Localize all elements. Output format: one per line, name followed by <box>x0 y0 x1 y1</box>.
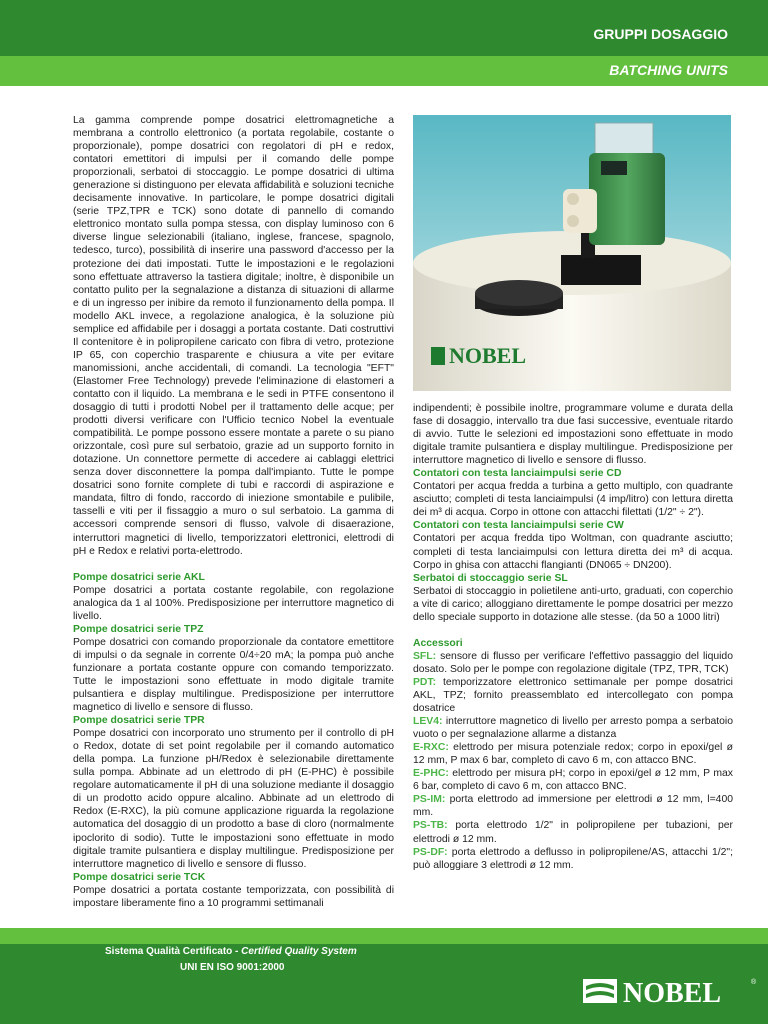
cd-text: Contatori per acqua fredda a turbina a getto multiplo, con quadrante asciutto; completi di testa lanciaimpulsi (4 imp/litro) con lettura diretta dei m³ di acqua. Corpo in ottone con attacchi filettati (1/2" ÷ 2"). <box>413 481 733 519</box>
quality-system-label <box>105 946 357 957</box>
accessory-code: LEV4: <box>413 716 443 728</box>
accessori-heading: Accessori <box>413 637 463 649</box>
footer-light-band <box>0 928 768 944</box>
accessory-item <box>413 767 733 793</box>
tck-continuation: indipendenti; è possibile inoltre, programmare volume e durata della fase di dosaggio, intervallo tra due fasi successive, eventuale ritardo di avvio. Tutte le selezioni ed impostazioni sono effettuate in modo digitale tramite pulsantiera e display multilingue. Predisposizione per interruttore magnetico di livello e sensore di flusso. <box>413 403 733 467</box>
right-column <box>413 402 733 872</box>
accessory-text: elettrodo per misura potenziale redox; corpo in epoxi/gel ø 12 mm, P max 6 bar, completo di cavo 6 m, con attacco BNC. <box>413 742 733 767</box>
nobel-logo <box>583 976 759 1006</box>
accessory-item <box>413 819 733 845</box>
cw-heading: Contatori con testa lanciaimpulsi serie CW <box>413 520 624 532</box>
tpz-heading: Pompe dosatrici serie TPZ <box>73 623 204 635</box>
accessory-item <box>413 846 733 872</box>
accessory-text: porta elettrodo a deflusso in polipropilene/AS, attacchi 1/2"; può alloggiare 3 elettrodi ø 12 mm. <box>413 846 733 871</box>
accessory-item <box>413 741 733 767</box>
tpz-text: Pompe dosatrici con comando proporzionale da contatore emettitore di impulsi o da segnale in corrente 0/4÷20 mA; la pompa può anche funzionare a portata costante oppure con comando temporizzato. Tutte le impostazioni sono effettuate in modo digitale tramite pulsantiera e display multilingue. Predisposizione per interruttore magnetico di livello e sensore di flusso. <box>73 636 394 714</box>
accessory-item <box>413 715 733 741</box>
accessory-item <box>413 650 733 676</box>
accessory-item <box>413 676 733 715</box>
quality-label-it: Sistema Qualità Certificato - <box>105 946 242 957</box>
left-column <box>73 114 394 910</box>
cd-heading: Contatori con testa lanciaimpulsi serie CD <box>413 468 622 480</box>
sl-text: Serbatoi di stoccaggio in polietilene anti-urto, graduati, con coperchio a vite di carico; alloggiano direttamente le pompe dosatrici per mezzo dello speciale supporto in dotazione alle stesse. (da 50 a 1000 litri) <box>413 585 733 623</box>
logo-text: NOBEL <box>623 978 722 1006</box>
tpr-text: Pompe dosatrici con incorporato uno strumento per il controllo di pH o Redox, dotate di set point regolabile per il comando automatico della pompa. La funzione pH/Redox è selezionabile direttamente sulla pompa. Abbinate ad un elettrodo di pH (E-PHC) è possibile regolare automaticamente il pH di una soluzione mediante il dosaggio di un prodotto acido oppure alcalino. Abbinate ad un elettrodo di Redox (E-RXC), la più comune applicazione riguarda la regolazione automatica del dosaggio di un prodotto a base di cloro (normalmente ipoclorito di sodio). Tutte le impostazioni sono effettuate in modo digitale tramite pulsantiera e display multilingue. Predisposizione per interruttore magnetico di livello e sensore di flusso. <box>73 728 394 870</box>
photo-logo-text: NOBEL <box>449 343 527 368</box>
accessory-code: PS-DF: <box>413 846 448 858</box>
dosing-pump-tank-photo <box>413 115 731 391</box>
akl-text: Pompe dosatrici a portata costante regolabile, con regolazione analogica da 1 al 100%. Predisposizione per interruttore magnetico di livello. <box>73 584 394 622</box>
logo-mark: ® <box>751 979 757 986</box>
accessory-text: temporizzatore elettronico settimanale per pompe dosatrici AKL, TPZ; fornito preassemblato ed intercollegato con pompa dosatrice <box>413 676 733 715</box>
accessory-text: elettrodo per misura pH; corpo in epoxi/gel ø 12 mm, P max 6 bar, completo di cavo 6 m, con attacco BNC. <box>413 768 733 793</box>
iso-certification: UNI EN ISO 9001:2000 <box>180 962 285 973</box>
cw-text: Contatori per acqua fredda tipo Woltman, con quadrante asciutto; completi di testa lanciaimpulsi con lettura diretta dei m³ di acqua. Corpo in ghisa con attacchi flangianti (DN065 ÷ DN200). <box>413 533 733 571</box>
page-title: GRUPPI DOSAGGIO <box>593 26 728 42</box>
accessory-text: interruttore magnetico di livello per arresto pompa a serbatoio vuoto o per segnalazione allarme a distanza <box>413 716 733 741</box>
intro-paragraph: La gamma comprende pompe dosatrici elettromagnetiche a membrana a controllo elettronico (a portata regolabile, costante o proporzionale), pompe dosatrici con regolatori di pH e redox, contatori emettitori di impulsi per il comando delle pompe proporzionali, serbatoi di stoccaggio. Le pompe dosatrici di ultima generazione si distinguono per elevata affidabilità e soluzioni tecniche decisamente innovative. In particolare, le pompe dosatrici digitali (serie TPZ,TPR e TCK) sono dotate di pannello di comando elettronico montato sulla pompa stessa, con display luminoso con 6 diverse lingue selezionabili (italiano, inglese, francese, spagnolo, tedesco, turco), possibilità di inserire una password d'accesso per la protezione dei dati impostati. Tutte le impostazioni e le regolazioni sono effettuate attraverso la tastiera digitale; inoltre, è disponibile un contatto pulito per la segnalazione a distanza di situazioni di allarme e di un ingresso per inibire da remoto il funzionamento della pompa. Il modello AKL invece, a regolazione analogica, è la soluzione più semplice ed affidabile per i dosaggi a portata costante. Dati costruttivi Il contenitore è in polipropilene caricato con fibra di vetro, protezione IP 65, con coperchio trasparente e chiusura a vite per evitare manomissioni, anche accidentali, di comandi. La tecnologia "EFT" (Elastomer Free Technology) prevede l'eliminazione di elastomeri a contatto con il liquido. La membrana e le sedi in PTFE consentono il dosaggio di tutti i prodotti Nobel per il trattamento delle acque; per prodotti diversi verificare con l'Ufficio tecnico Nobel la eventuale compatibilità. Le pompe possono essere montate a parete o su piano orizzontale, così pure sul serbatoio, grazie ad un supporto fornito in dotazione. Un connettore permette di accedere ai cablaggi elettrici senza dover disconnettere la pompa dall'impianto. Tutte le pompe dosatrici sono fornite complete di tubi e raccordi di aspirazione e mandata, filtro di fondo, raccordo di iniezione smontabile e pulibile, tasselli e viti per il fissaggio a muro o sul serbatoio. La gamma di accessori comprende sensori di flusso, valvole di disaerazione, interruttori magnetici di livello, temporizzatori elettronici, elettrodi di pH e Redox e relativi porta-elettrodo. <box>73 115 394 557</box>
accessory-code: PS-TB: <box>413 820 448 832</box>
sl-heading: Serbatoi di stoccaggio serie SL <box>413 572 568 584</box>
akl-heading: Pompe dosatrici serie AKL <box>73 571 205 583</box>
tck-heading: Pompe dosatrici serie TCK <box>73 871 206 883</box>
accessory-text: porta elettrodo 1/2" in polipropilene per tubazioni, per elettrodi ø 12 mm. <box>413 820 733 845</box>
tpr-heading: Pompe dosatrici serie TPR <box>73 715 205 727</box>
accessory-code: SFL: <box>413 650 437 662</box>
accessory-code: E-RXC: <box>413 742 449 754</box>
accessory-code: PS-IM: <box>413 794 446 806</box>
page-subtitle: BATCHING UNITS <box>609 62 728 78</box>
accessory-code: PDT: <box>413 676 437 688</box>
quality-label-en: Certified Quality System <box>241 946 357 957</box>
tck-text: Pompe dosatrici a portata costante temporizzata, con possibilità di impostare liberamente fino a 10 programmi settimanali <box>73 884 394 909</box>
accessory-text: porta elettrodo ad immersione per elettrodi ø 12 mm, l=400 mm. <box>413 794 733 819</box>
accessory-item <box>413 793 733 819</box>
accessory-code: E-PHC: <box>413 768 449 780</box>
accessory-text: sensore di flusso per verificare l'effettivo passaggio del liquido dosato. Solo per le pompe con regolazione digitale (TPZ, TPR, TCK) <box>413 650 733 675</box>
